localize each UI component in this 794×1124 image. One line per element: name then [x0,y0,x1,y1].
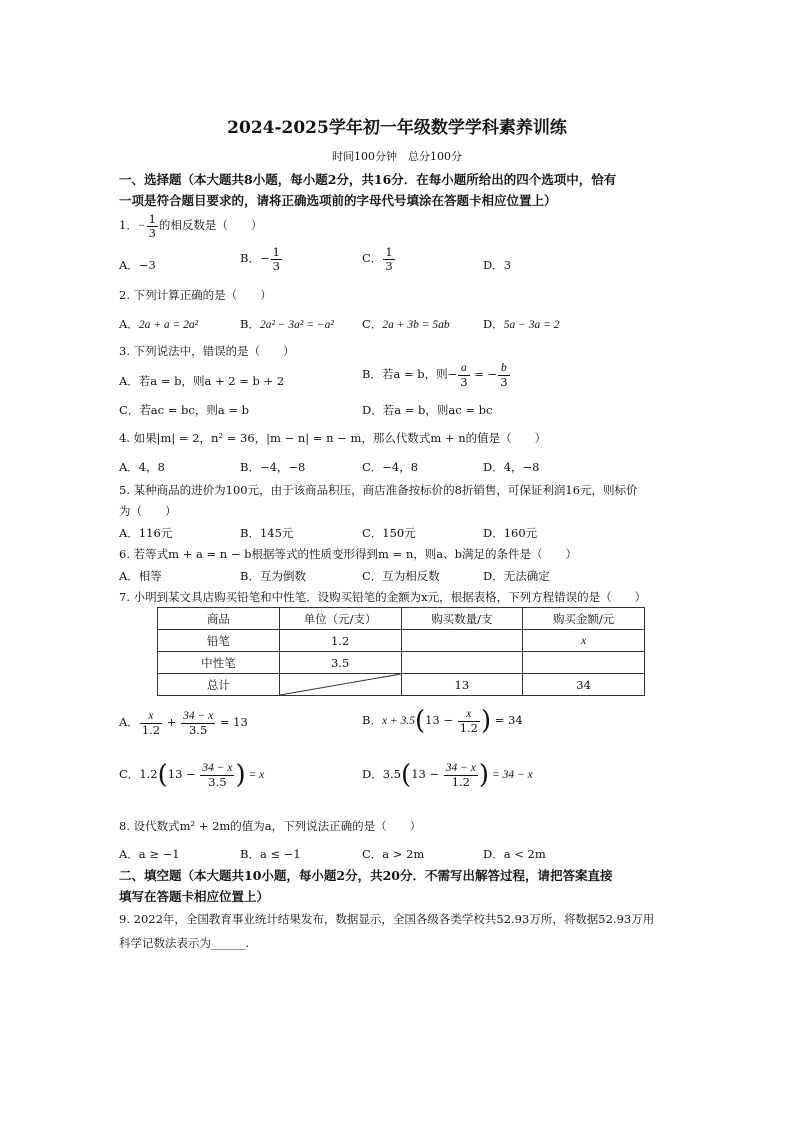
exam-info: 时间100分钟 总分100分 [332,150,462,163]
table-row [158,652,645,674]
q8-option-a: A．a ≥ −1 [119,847,180,861]
question-5-line2: 为（ ） [119,504,177,518]
q7-option-d: D．3.5(13 − $\frac{34 - x}{1.2}$ ) = 34 − x [362,760,533,791]
table-header-row [158,608,645,630]
q8-option-b: B．a ≤ −1 [240,847,301,861]
question-4: 4. 如果|m| = 2，n² = 36，|m − n| = n − m，那么代数式m + n的值是（ ） [119,431,547,445]
q6-option-a: A．相等 [119,569,162,583]
q3-option-d: D．若a = b，则ac = bc [362,403,493,417]
q5-option-c: C．150元 [362,526,416,540]
table-header: 购买数量/支 [401,608,523,630]
q6-option-d: D．无法确定 [483,569,550,583]
q5-option-d: D．160元 [483,526,538,540]
q2-option-c: C．2a + 3b = 5ab [362,317,450,331]
q5-option-b: B．145元 [240,526,294,540]
table-cell: x [523,630,645,652]
table-cell [401,630,523,652]
fraction: $\frac{1}{3}$ [148,212,156,240]
q7-table [157,607,645,696]
q8-option-c: C．a > 2m [362,847,425,861]
table-cell: 3.5 [279,652,401,674]
q2-option-b: B．2a² − 3a² = −a² [240,317,334,331]
table-cell: 13 [401,674,523,696]
q4-option-b: B．−4，−8 [240,460,306,474]
table-cell: 中性笔 [158,652,280,674]
q6-option-c: C．互为相反数 [362,569,440,583]
q1-option-d: D．3 [483,258,512,272]
table-row [158,630,645,652]
q3-option-a: A．若a = b，则a + 2 = b + 2 [119,374,285,388]
q2-option-d: D．5a − 3a = 2 [483,317,560,331]
q7-option-a: A． $\frac{x}{1.2}$ + $\frac{34 - x}{3.5}$ = 13 [119,710,248,737]
question-9-line2: 科学记数法表示为______. [119,936,250,950]
q1-option-a: A．−3 [119,258,156,272]
q4-option-c: C．−4，8 [362,460,419,474]
q1-option-b: B．− $\frac{1}{3}$ [240,245,280,273]
q7-option-b: B．x + 3.5(13 − $\frac{x}{1.2}$ ) = 34 [362,706,523,737]
q7-option-c: C．1.2(13 − $\frac{34 - x}{3.5}$ ) = x [119,760,265,791]
question-9-line1: 9. 2022年，全国教育事业统计结果发布，数据显示，全国各级各类学校共52.93万所，将数据52.93万用 [119,912,655,926]
question-2: 2. 下列计算正确的是（ ） [119,288,272,302]
q4-option-a: A．4，8 [119,460,165,474]
diagonal-line [280,674,401,695]
table-cell: 铅笔 [158,630,280,652]
table-header: 商品 [158,608,280,630]
question-8: 8. 设代数式m² + 2m的值为a，下列说法正确的是（ ） [119,819,422,833]
section2-heading-line1: 二、填空题（本大题共10小题，每小题2分，共20分．不需写出解答过程，请把答案直接 [119,868,613,883]
table-cell: 34 [523,674,645,696]
q1-option-c: C． $\frac{1}{3}$ [362,245,393,273]
diagonal-cell [279,674,401,696]
q3-option-b: B．若a = b，则− $\frac{a}{3}$ = − $\frac{b}{3}$ [362,362,508,389]
q6-option-b: B．互为倒数 [240,569,306,583]
q5-option-a: A．116元 [119,526,173,540]
table-header: 购买金额/元 [523,608,645,630]
q4-option-d: D．4，−8 [483,460,540,474]
page-title: 2024-2025学年初一年级数学学科素养训练 [227,118,567,138]
question-7: 7. 小明到某文具店购买铅笔和中性笔．设购买铅笔的金额为x元，根据表格，下列方程错误的是（ ） [119,590,647,604]
section2-heading-line2: 填写在答题卡相应位置上） [119,889,270,904]
q8-option-d: D．a < 2m [483,847,546,861]
q3-option-c: C．若ac = bc，则a = b [119,403,250,417]
q2-option-a: A．2a + a = 2a² [119,317,199,331]
section1-heading-line1: 一、选择题（本大题共8小题，每小题2分，共16分．在每小题所给出的四个选项中，恰有 [119,172,617,187]
table-header: 单位（元/支） [279,608,401,630]
section1-heading-line2: 一项是符合题目要求的，请将正确选项前的字母代号填涂在答题卡相应位置上） [119,193,557,208]
question-5-line1: 5. 某种商品的进价为100元，由于该商品积压，商店准备按标价的8折销售，可保证利润16元，则标价 [119,483,638,497]
table-cell [523,652,645,674]
table-cell: 总计 [158,674,280,696]
table-cell [401,652,523,674]
table-cell: 1.2 [279,630,401,652]
question-1: 1．− $\frac{1}{3}$ 的相反数是（ ） [119,212,263,240]
question-6: 6. 若等式m + a = n − b根据等式的性质变形得到m = n，则a、b满足的条件是（ ） [119,547,577,561]
question-3: 3. 下列说法中，错误的是（ ） [119,344,295,358]
table-row [158,674,645,696]
